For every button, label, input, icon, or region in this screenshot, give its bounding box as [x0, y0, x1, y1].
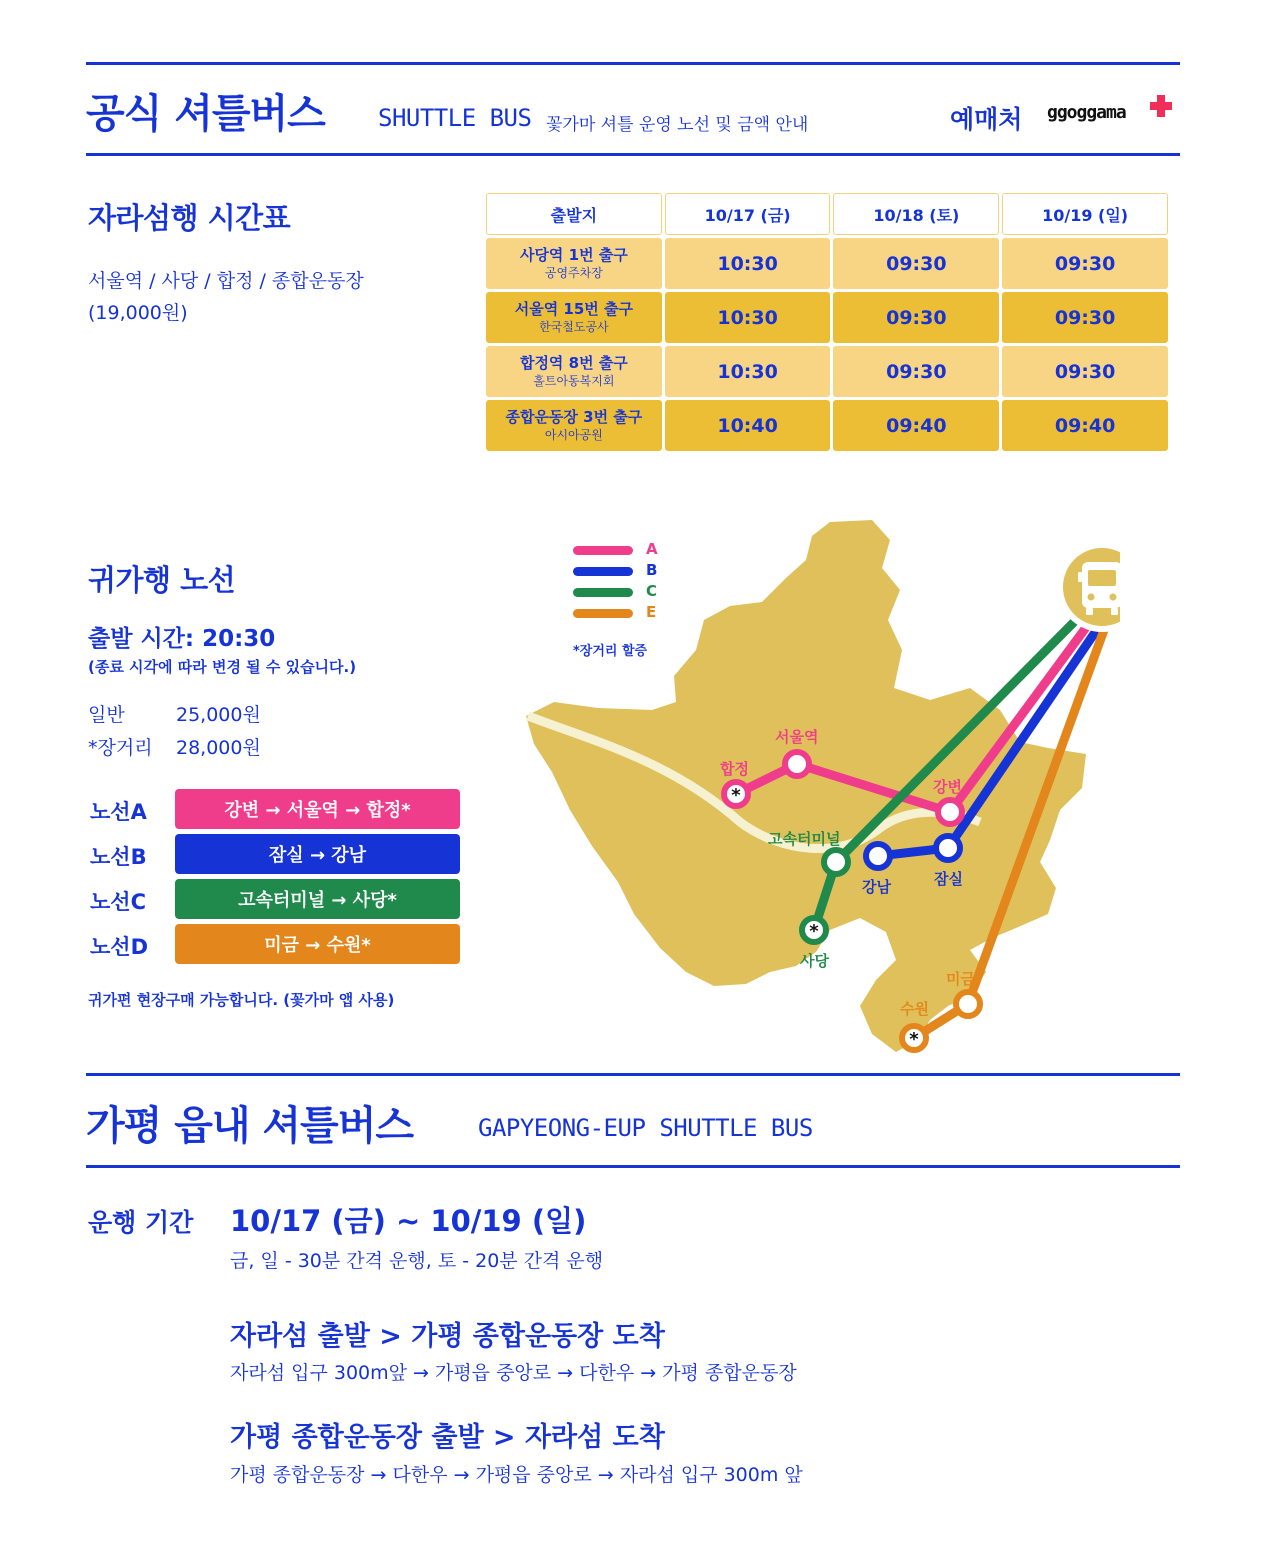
station-cell — [486, 292, 662, 343]
route-b-label: 노선B — [90, 845, 147, 869]
period-label: 운행 기간 — [88, 1208, 194, 1237]
label-gangbyeon: 강변 — [933, 778, 962, 796]
route2-path: 가평 종합운동장 → 다한우 → 가평읍 중앙로 → 자라섬 입구 300m 앞 — [230, 1464, 803, 1486]
label-suwon: 수원 — [900, 1000, 929, 1018]
col-header-day1: 10/17 (금) — [665, 193, 831, 235]
station-name: 사당역 1번 출구 — [519, 246, 628, 264]
station-sadang-marker — [802, 918, 826, 942]
gapyeong-title: 가평 읍내 셔틀버스 — [86, 1103, 413, 1149]
route-b-pill: 잠실 → 강남 — [175, 834, 460, 874]
route-d-pill: 미금 → 수원* — [175, 924, 460, 964]
header-bottom-rule — [86, 153, 1180, 156]
gapyeong-top-rule — [86, 1073, 1180, 1076]
label-hapjeong: 합정 — [720, 760, 749, 778]
time-cell: 10:40 — [665, 400, 831, 451]
table-row — [486, 292, 1168, 343]
label-migeum: 미금 — [946, 970, 975, 988]
time-cell: 10:30 — [665, 292, 831, 343]
station-migeum-marker — [956, 992, 980, 1016]
route-a-pill: 강변 → 서울역 → 합정* — [175, 789, 460, 829]
page-title-en: SHUTTLE BUS — [378, 104, 532, 132]
legend-bar-e — [573, 609, 633, 618]
station-sub: 공영주차장 — [544, 266, 603, 280]
route-c-label: 노선C — [90, 890, 146, 914]
col-header-day2: 10/18 (토) — [833, 193, 999, 235]
time-cell: 09:30 — [1002, 292, 1168, 343]
return-departure: 출발 시간: 20:30 — [88, 626, 276, 652]
return-title: 귀가행 노선 — [88, 563, 236, 597]
station-jamsil-marker — [936, 836, 960, 860]
onsite-note: 귀가편 현장구매 가능합니다. (꽃가마 앱 사용) — [88, 991, 395, 1009]
price-label-regular: 일반 — [88, 704, 125, 726]
booking-label: 예매처 — [950, 105, 1023, 134]
station-suwon-marker — [902, 1026, 926, 1050]
table-row — [486, 346, 1168, 397]
legend-letter-a: A — [646, 540, 658, 558]
time-cell: 09:30 — [833, 238, 999, 289]
station-terminal-marker — [824, 850, 848, 874]
label-seoul: 서울역 — [775, 728, 819, 746]
station-hapjeong-marker — [724, 782, 748, 806]
label-jamsil: 잠실 — [934, 870, 963, 888]
return-departure-note: (종료 시각에 따라 변경 될 수 있습니다.) — [88, 658, 357, 676]
station-cell — [486, 238, 662, 289]
station-cell — [486, 346, 662, 397]
route-d-label: 노선D — [90, 935, 149, 959]
station-seoul-marker — [785, 752, 809, 776]
interval-text: 금, 일 - 30분 간격 운행, 토 - 20분 간격 운행 — [230, 1250, 604, 1272]
time-cell: 09:40 — [1002, 400, 1168, 451]
route-a-label: 노선A — [90, 800, 147, 824]
label-gangnam: 강남 — [862, 878, 891, 896]
time-cell: 09:30 — [1002, 238, 1168, 289]
station-sub: 홀트아동복지회 — [533, 374, 615, 388]
svg-text:*: * — [731, 785, 741, 806]
time-cell: 09:40 — [833, 400, 999, 451]
time-cell: 09:30 — [833, 292, 999, 343]
brand-name: ggoggama — [1047, 102, 1126, 123]
price-value-regular: 25,000원 — [176, 704, 261, 726]
svg-text:*: * — [809, 921, 819, 942]
label-sadang: 사당 — [800, 952, 829, 970]
brand-logo[interactable] — [1045, 96, 1175, 132]
period-value: 10/17 (금) ~ 10/19 (일) — [230, 1204, 587, 1238]
svg-text:*: * — [909, 1029, 919, 1050]
timetable-price: (19,000원) — [88, 302, 188, 324]
route1-title: 자라섬 출발 > 가평 종합운동장 도착 — [230, 1321, 665, 1352]
timetable-header-row — [486, 193, 1168, 235]
bus-icon — [1060, 545, 1120, 629]
station-sub: 아시아공원 — [544, 428, 603, 442]
legend-letter-e: E — [646, 603, 657, 621]
station-sub: 한국철도공사 — [539, 320, 609, 334]
timetable — [486, 193, 1168, 454]
station-name: 종합운동장 3번 출구 — [505, 408, 643, 426]
price-value-long: 28,000원 — [176, 737, 261, 759]
col-header-origin: 출발지 — [486, 193, 662, 235]
time-cell: 09:30 — [1002, 346, 1168, 397]
col-header-day3: 10/19 (일) — [1002, 193, 1168, 235]
table-row — [486, 238, 1168, 289]
route2-title: 가평 종합운동장 출발 > 자라섬 도착 — [230, 1422, 665, 1453]
route-c-pill: 고속터미널 → 사당* — [175, 879, 460, 919]
legend-bar-c — [573, 588, 633, 597]
station-cell — [486, 400, 662, 451]
timetable-route: 서울역 / 사당 / 합정 / 종합운동장 — [88, 270, 364, 292]
legend-bar-a — [573, 546, 633, 555]
legend-letter-c: C — [646, 582, 658, 600]
legend-bar-b — [573, 567, 633, 576]
label-terminal: 고속터미널 — [768, 830, 841, 848]
station-gangbyeon-marker — [938, 800, 962, 824]
header-top-rule — [86, 62, 1180, 65]
price-label-long: *장거리 — [88, 737, 153, 759]
page-title: 공식 셔틀버스 — [86, 91, 325, 137]
cross-icon — [1149, 94, 1173, 118]
table-row — [486, 400, 1168, 451]
station-gangnam-marker — [866, 844, 890, 868]
route1-path: 자라섬 입구 300m앞 → 가평읍 중앙로 → 다한우 → 가평 종합운동장 — [230, 1362, 797, 1384]
station-name: 서울역 15번 출구 — [514, 300, 633, 318]
page-subtitle: 꽃가마 셔틀 운영 노선 및 금액 안내 — [546, 115, 809, 135]
time-cell: 09:30 — [833, 346, 999, 397]
legend-letter-b: B — [646, 561, 658, 579]
time-cell: 10:30 — [665, 238, 831, 289]
timetable-title: 자라섬행 시간표 — [88, 201, 291, 235]
station-name: 합정역 8번 출구 — [519, 354, 628, 372]
gapyeong-bottom-rule — [86, 1165, 1180, 1168]
gapyeong-title-en: GAPYEONG-EUP SHUTTLE BUS — [478, 1114, 813, 1142]
time-cell: 10:30 — [665, 346, 831, 397]
legend-note: *장거리 할증 — [573, 644, 648, 659]
